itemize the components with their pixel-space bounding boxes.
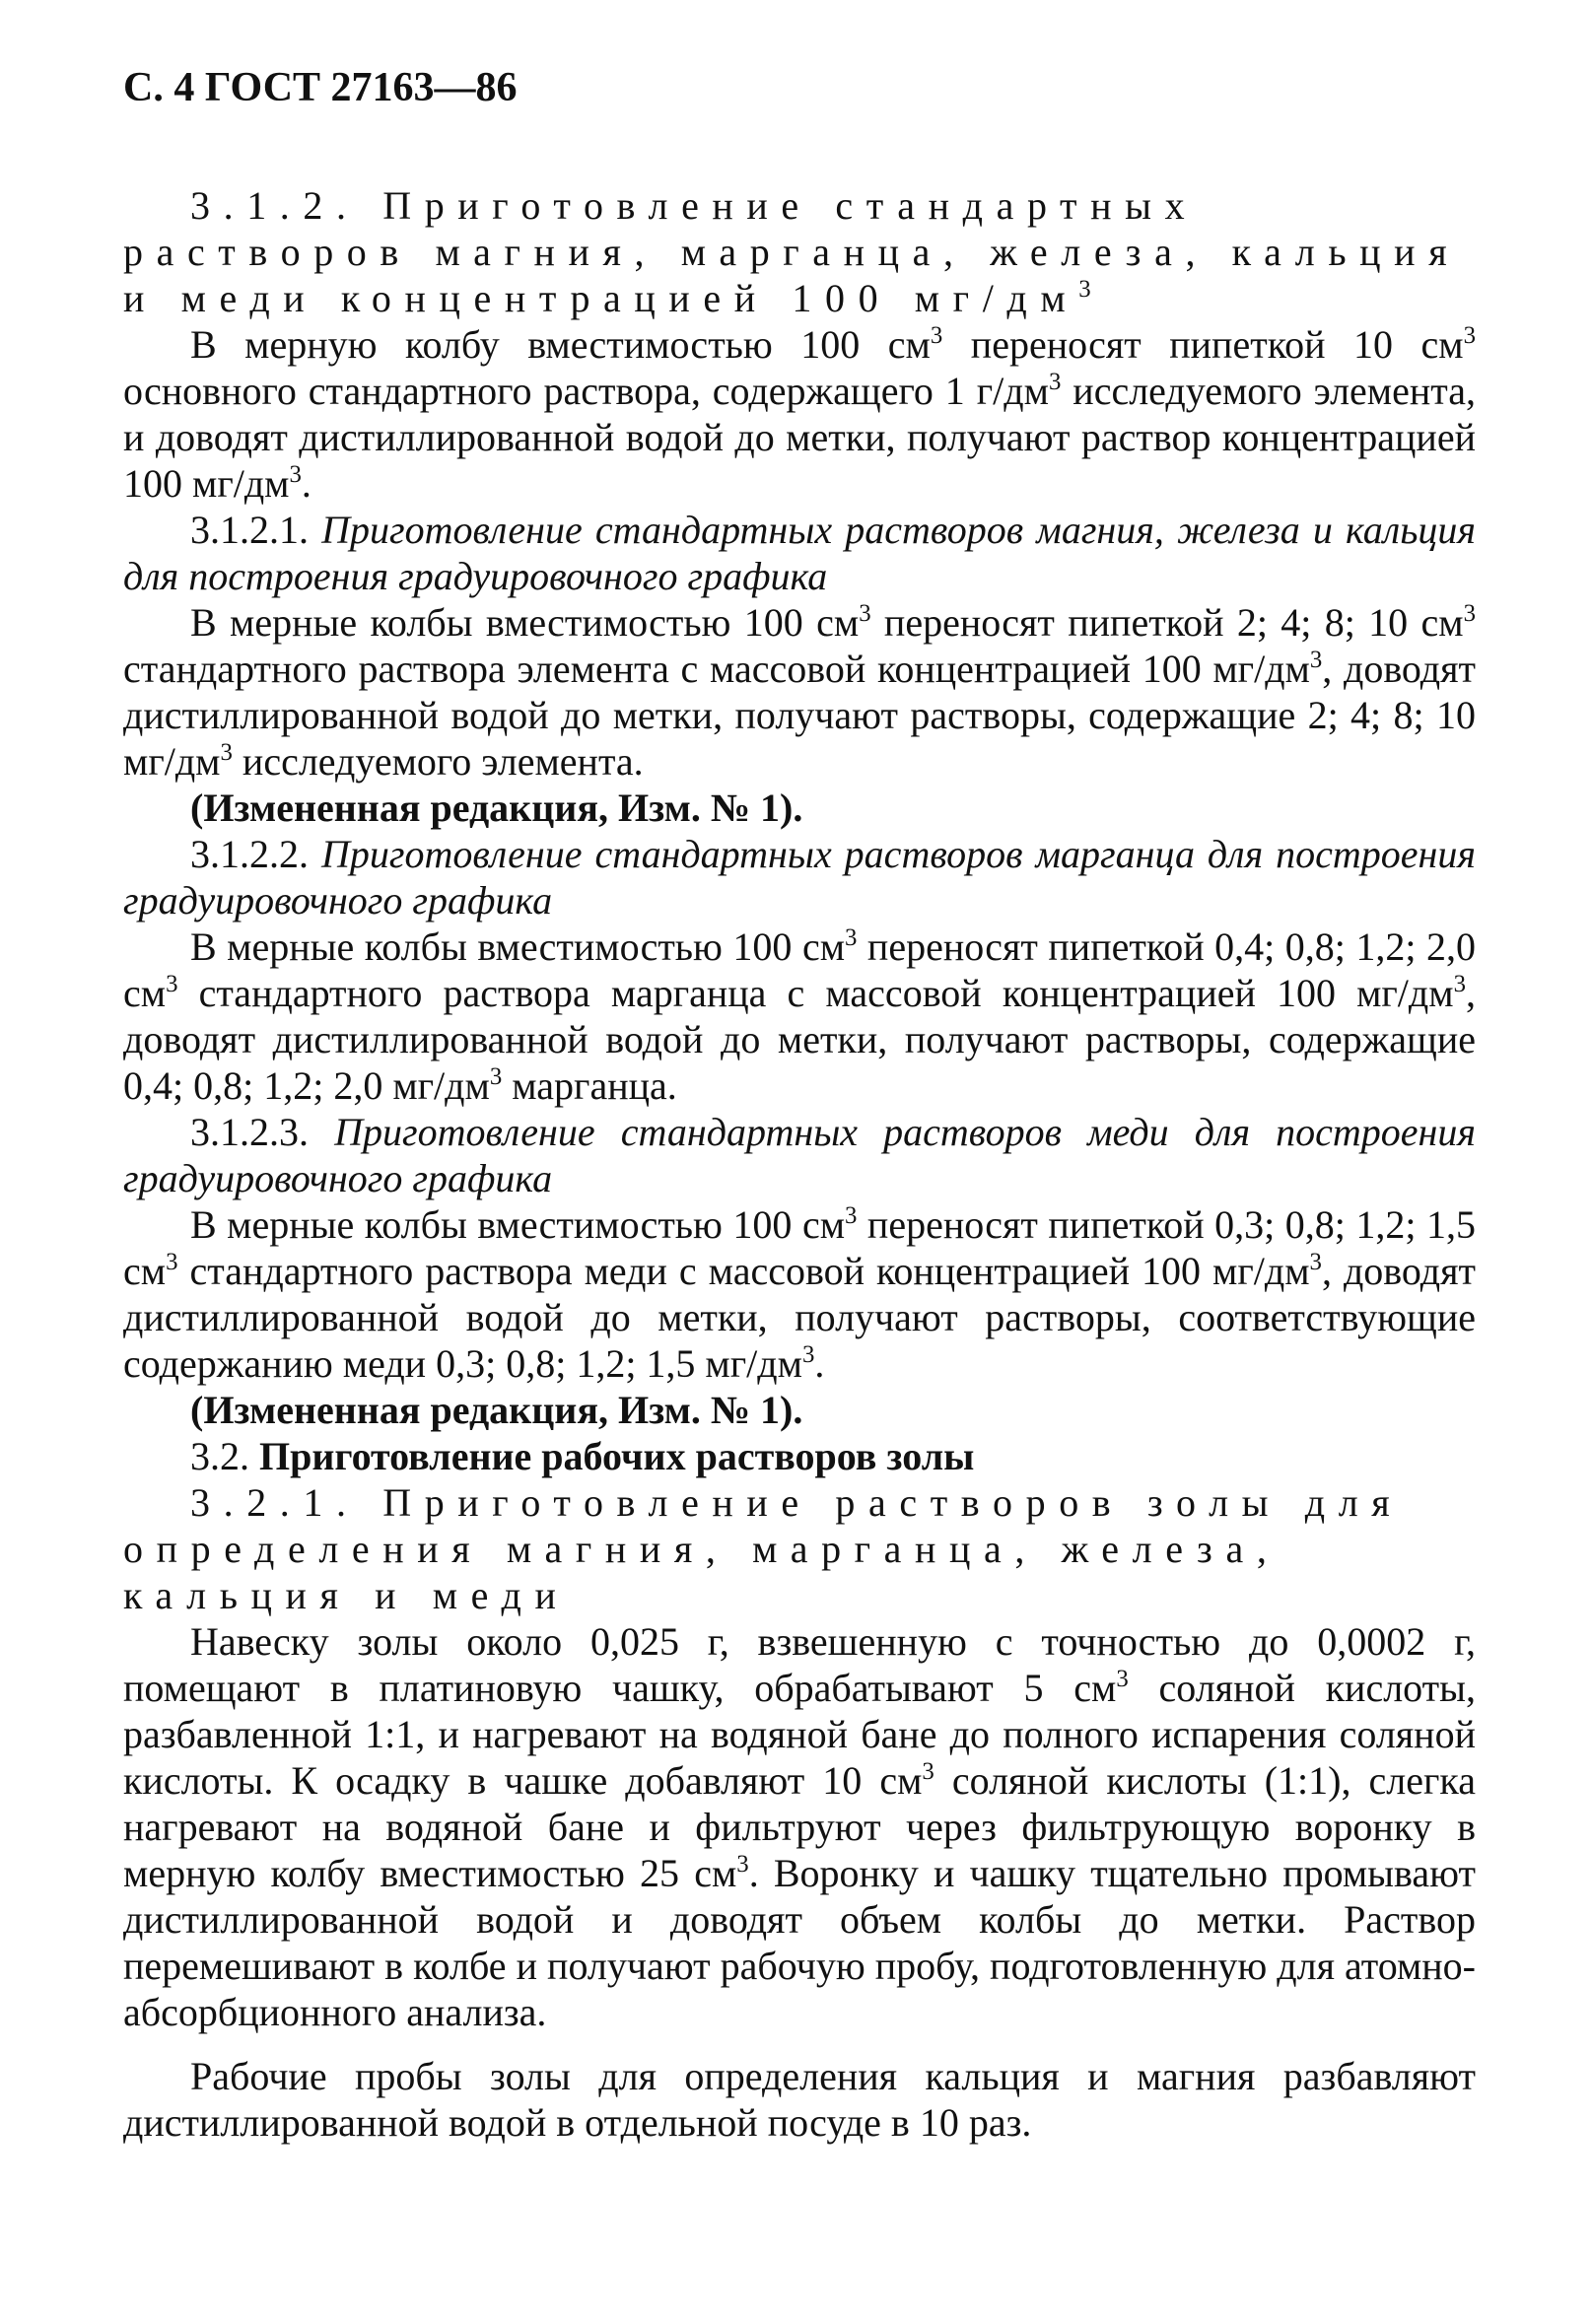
superscript: 3: [166, 971, 178, 998]
superscript: 3: [930, 322, 943, 350]
text-run: стандартного раствора марганца с массовой концентрацией 100 мг/дм: [177, 971, 1454, 1015]
paragraph-3-1-2-body: [123, 321, 1476, 507]
superscript: 3: [859, 600, 871, 628]
section-title: Приготовление стандартных растворов марганца для построения градуировочного графика: [123, 832, 1476, 923]
text-run: переносят пипеткой 0,3; 0,8; 1,2; 1,5 см: [123, 1202, 1476, 1293]
superscript: 3: [1078, 276, 1105, 304]
text-run: основного стандартного раствора, содержащего 1 г/дм: [123, 369, 1049, 413]
superscript: 3: [1453, 971, 1466, 998]
text-run: переносят пипеткой 2; 4; 8; 10 см: [870, 600, 1464, 645]
text-run: исследуемого элемента.: [232, 739, 644, 784]
section-3-1-2-2-heading: [123, 831, 1476, 923]
section-title: Приготовление стандартных растворов магния, железа и кальция для построения градуировочного графика: [123, 508, 1477, 598]
superscript: 3: [489, 1063, 503, 1091]
superscript: 3: [922, 1758, 934, 1786]
superscript: 3: [845, 1202, 858, 1230]
section-number: 3.2.: [190, 1434, 249, 1478]
text-run: переносят пипеткой 0,4; 0,8; 1,2; 2,0 см: [123, 924, 1476, 1015]
text-run: соляной кислоты (1:1), слегка нагревают на водяной бане и фильтруют через фильтрующую воронку в мерную колбу вместимостью 25 см: [123, 1758, 1476, 1895]
text-run: В мерные колбы вместимостью 100 см: [190, 924, 846, 969]
section-heading-text: Приготовление стандартных растворов магния, марганца, железа, кальция и меди концентрацией 100 мг/дм: [123, 183, 1461, 320]
text-run: В мерные колбы вместимостью 100 см: [190, 1202, 846, 1247]
text-run: соляной кислоты, разбавленной 1:1, и нагревают на водяной бане до полного испарения соляной кислоты. К осадку в чашке добавляют 10 см: [123, 1666, 1477, 1803]
superscript: 3: [289, 461, 302, 489]
superscript: 3: [1463, 322, 1476, 350]
text-run: В мерные колбы вместимостью 100 см: [190, 600, 860, 645]
superscript: 3: [801, 1341, 815, 1369]
text-run: , доводят дистиллированной водой до метки, получают растворы, содержащие 2; 4; 8; 10 мг/дм: [123, 647, 1477, 784]
text-run: .: [301, 461, 311, 506]
amendment-note: (Измененная редакция, Изм. № 1).: [190, 786, 803, 830]
text-run: , доводят дистиллированной водой до метки, получают растворы, соответствующие содержанию меди 0,3; 0,8; 1,2; 1,5 мг/дм: [123, 1249, 1476, 1386]
paragraph-dilution-note: Рабочие пробы золы для определения кальция и магния разбавляют дистиллированной водой в отдельной посуде в 10 раз.: [123, 2054, 1476, 2145]
superscript: 3: [1116, 1666, 1129, 1693]
superscript: 3: [1463, 600, 1476, 628]
superscript: 3: [1309, 1249, 1322, 1276]
section-number: 3.1.2.: [190, 183, 360, 228]
section-3-1-2-1-heading: [123, 507, 1476, 599]
section-number: 3.1.2.1.: [190, 508, 309, 552]
superscript: 3: [736, 1851, 749, 1879]
text-run: . Воронку и чашку тщательно промывают дистиллированной водой и доводят объем колбы до метки. Раствор перемешивают в колбе и получают рабочую пробу, подготовленную для атомно-абсорбционного анализа.: [123, 1851, 1476, 2034]
paragraph-3-1-2-3-body: [123, 1201, 1476, 1387]
section-3-2-1-heading: [123, 1479, 1476, 1618]
paragraph-3-2-1-body: [123, 1618, 1476, 2035]
superscript: 3: [220, 739, 233, 767]
text-run: марганца.: [502, 1063, 677, 1108]
text-run: стандартного раствора меди с массовой концентрацией 100 мг/дм: [177, 1249, 1310, 1293]
superscript: 3: [1309, 647, 1323, 674]
section-title: Приготовление стандартных растворов меди для построения градуировочного графика: [123, 1110, 1476, 1200]
section-heading-text: Приготовление растворов золы для определения магния, марганца, железа, кальция и меди: [123, 1480, 1404, 1617]
paragraph-3-1-2-1-body: [123, 599, 1476, 785]
section-3-2-heading: [123, 1433, 1476, 1479]
superscript: 3: [166, 1249, 178, 1276]
section-3-1-2-heading: [123, 182, 1476, 321]
text-run: исследуемого элемента, и доводят дистиллированной водой до метки, получают раствор концентрацией 100 мг/дм: [123, 369, 1477, 506]
paragraph-3-1-2-2-body: [123, 923, 1476, 1109]
section-3-1-2-3-heading: [123, 1109, 1476, 1201]
text-run: переносят пипеткой 10 см: [942, 322, 1464, 367]
section-title: Приготовление рабочих растворов золы: [259, 1434, 975, 1478]
text-run: Навеску золы около 0,025 г, взвешенную с точностью до 0,0002 г, помещают в платиновую чашку, обрабатывают 5 см: [123, 1619, 1476, 1710]
text-run: стандартного раствора элемента с массовой концентрацией 100 мг/дм: [123, 647, 1310, 691]
text-run: В мерную колбу вместимостью 100 см: [190, 322, 931, 367]
amendment-note: (Измененная редакция, Изм. № 1).: [190, 1388, 803, 1432]
section-number: 3.1.2.2.: [190, 832, 309, 876]
running-head: С. 4 ГОСТ 27163—86: [123, 65, 518, 110]
superscript: 3: [845, 924, 858, 952]
superscript: 3: [1048, 369, 1062, 396]
text-run: .: [814, 1341, 825, 1386]
text-run: , доводят дистиллированной водой до метки, получают растворы, содержащие 0,4; 0,8; 1,2; 2,0 мг/дм: [123, 971, 1476, 1108]
section-number: 3.2.1.: [190, 1480, 360, 1525]
section-number: 3.1.2.3.: [190, 1110, 309, 1154]
